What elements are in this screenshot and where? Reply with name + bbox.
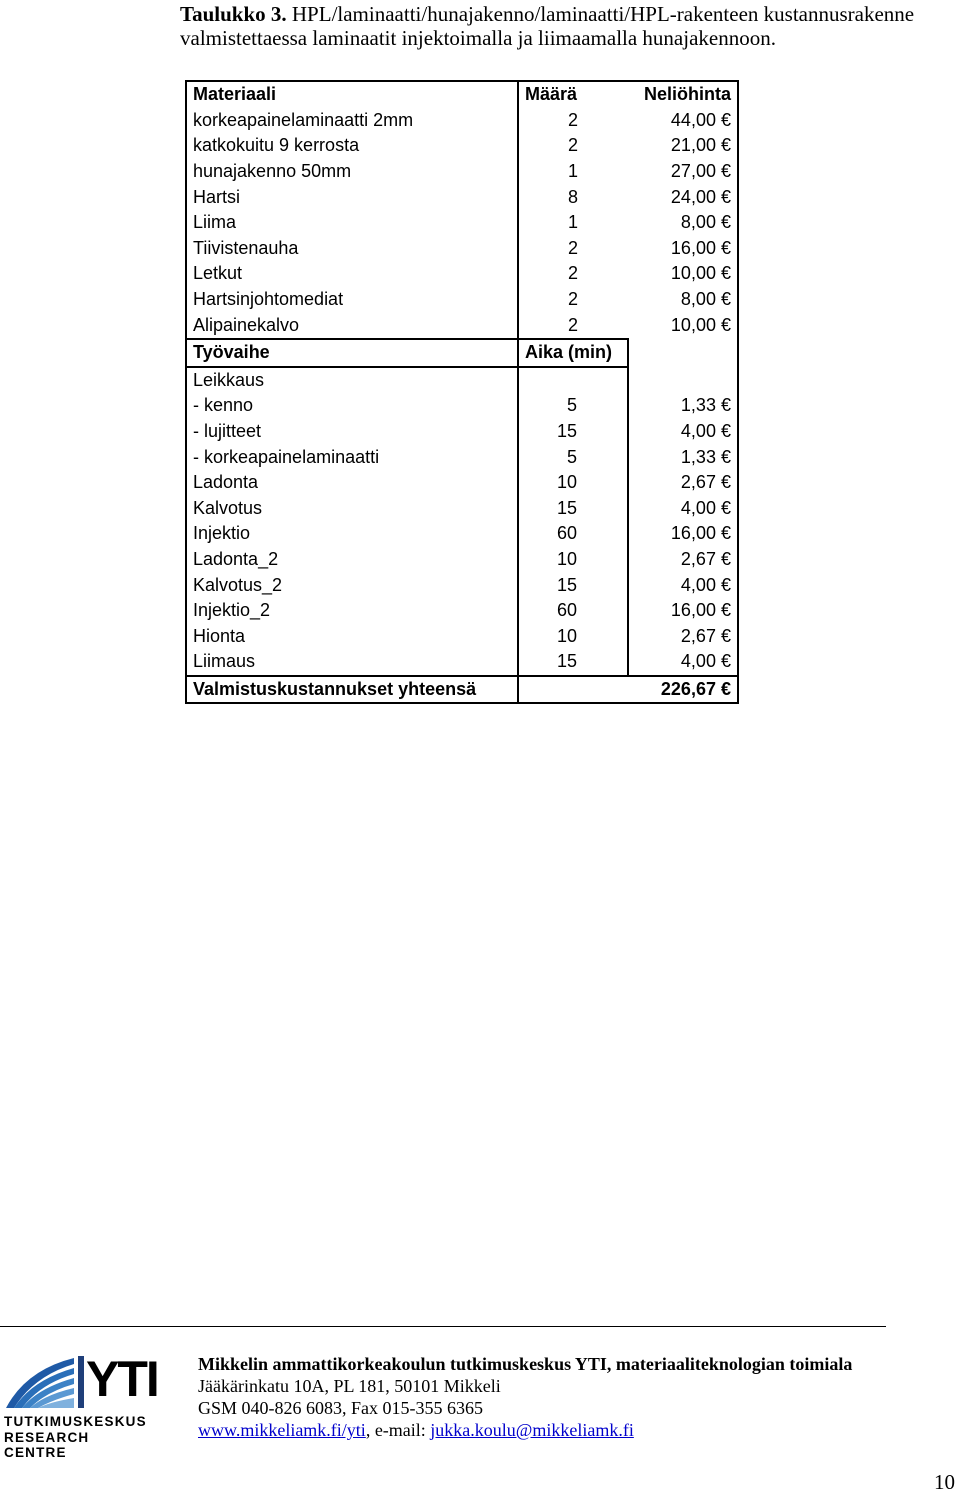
price-cell [628, 236, 738, 262]
price-cell [628, 444, 738, 470]
work-phase-name: - kenno [186, 393, 518, 419]
table-row [186, 210, 738, 236]
yti-logo [4, 1350, 158, 1460]
work-phase-name: Ladonta_2 [186, 547, 518, 573]
table-row [186, 521, 738, 547]
euro-sign: € [720, 625, 731, 646]
price-value: 10,00 [670, 263, 716, 284]
table-row [186, 623, 738, 649]
logo-text-en: RESEARCH CENTRE [4, 1430, 90, 1460]
work-time: 15 [518, 419, 628, 445]
price-value: 4,00 [680, 421, 716, 442]
table-header-row [186, 339, 738, 367]
euro-sign: € [720, 263, 731, 284]
material-quantity: 1 [567, 212, 578, 233]
footer-divider [0, 1326, 886, 1327]
table-row [186, 261, 738, 287]
material-name: Alipainekalvo [186, 312, 518, 339]
total-label: Valmistuskustannukset yhteensä [186, 676, 518, 704]
header-quantity: Määrä [518, 81, 628, 108]
work-time: 60 [518, 521, 628, 547]
table-row [186, 108, 738, 134]
material-quantity: 2 [567, 109, 578, 130]
euro-sign: € [720, 548, 731, 569]
total-amount: 226,67 [660, 678, 716, 699]
header-time: Aika (min) [518, 339, 628, 367]
material-name: Hartsi [186, 184, 518, 210]
price-value: 10,00 [670, 315, 716, 336]
price-value: 1,33 [680, 446, 716, 467]
table-row [186, 236, 738, 262]
euro-sign: € [720, 446, 731, 467]
euro-sign: € [720, 497, 731, 518]
work-phase-name: Kalvotus_2 [186, 572, 518, 598]
euro-sign: € [720, 421, 731, 442]
price-value: 8,00 [680, 212, 716, 233]
logo-brand: YTI [86, 1351, 158, 1407]
euro-sign: € [720, 523, 731, 544]
table-caption [180, 2, 920, 50]
work-phase-name: Hionta [186, 623, 518, 649]
price-cell [628, 419, 738, 445]
work-time: 15 [518, 649, 628, 676]
euro-sign: € [720, 212, 731, 233]
material-name: Tiivistenauha [186, 236, 518, 262]
euro-sign: € [720, 600, 731, 621]
email-link[interactable]: jukka.koulu@mikkeliamk.fi [430, 1420, 634, 1440]
euro-sign: € [720, 109, 731, 130]
table-row [186, 649, 738, 676]
price-value: 16,00 [670, 523, 716, 544]
table-row [186, 470, 738, 496]
euro-sign: € [720, 472, 731, 493]
price-cell [628, 312, 738, 339]
work-time [518, 367, 628, 394]
price-value: 16,00 [670, 600, 716, 621]
footer-contact [198, 1353, 918, 1441]
caption-text: HPL/laminaatti/hunajakenno/laminaatti/HPL-rakenteen kustannusrakenne valmistettaessa laminaatit injektoimalla ja liimaamalla hunajakennoon. [180, 2, 915, 50]
material-name: katkokuitu 9 kerrosta [186, 133, 518, 159]
price-cell [628, 521, 738, 547]
material-name: korkeapainelaminaatti 2mm [186, 108, 518, 134]
work-phase-name: Ladonta [186, 470, 518, 496]
price-value: 21,00 [670, 135, 716, 156]
material-quantity: 2 [567, 263, 578, 284]
work-time: 10 [518, 623, 628, 649]
material-quantity: 2 [567, 237, 578, 258]
table-row [186, 572, 738, 598]
work-time: 5 [518, 444, 628, 470]
price-cell [628, 649, 738, 676]
material-quantity: 8 [567, 186, 578, 207]
work-time: 5 [518, 393, 628, 419]
table-row [186, 367, 738, 394]
price-cell [628, 133, 738, 159]
price-cell [628, 159, 738, 185]
header-material: Materiaali [186, 81, 518, 108]
price-value: 2,67 [680, 625, 716, 646]
website-link[interactable]: www.mikkeliamk.fi/yti [198, 1420, 366, 1440]
price-cell [628, 367, 738, 394]
footer-org: Mikkelin ammattikorkeakoulun tutkimuskeskus YTI, materiaaliteknologian toimiala [198, 1354, 853, 1374]
euro-sign: € [720, 395, 731, 416]
price-cell [628, 393, 738, 419]
page-number: 10 [934, 1470, 955, 1494]
footer-phone: GSM 040-826 6083, Fax 015-355 6365 [198, 1398, 484, 1418]
work-time: 10 [518, 470, 628, 496]
table-row [186, 393, 738, 419]
price-cell [628, 210, 738, 236]
total-value [628, 676, 738, 704]
work-phase-name: Injektio [186, 521, 518, 547]
price-cell [628, 287, 738, 313]
material-name: Hartsinjohtomediat [186, 287, 518, 313]
price-value: 4,00 [680, 497, 716, 518]
total-row [186, 676, 738, 704]
price-cell [628, 598, 738, 624]
price-value: 4,00 [680, 574, 716, 595]
price-value: 8,00 [680, 289, 716, 310]
euro-sign: € [720, 651, 731, 672]
work-time: 15 [518, 496, 628, 522]
material-quantity: 2 [567, 289, 578, 310]
header-unit-price: Neliöhinta [628, 81, 738, 108]
work-phase-name: - korkeapainelaminaatti [186, 444, 518, 470]
cost-table [185, 80, 739, 704]
table-row [186, 312, 738, 339]
price-cell [628, 572, 738, 598]
material-quantity: 2 [567, 135, 578, 156]
table-row [186, 496, 738, 522]
table-row [186, 287, 738, 313]
caption-label: Taulukko 3. [180, 2, 287, 26]
price-cell [628, 496, 738, 522]
footer-links [198, 1419, 918, 1441]
work-time: 60 [518, 598, 628, 624]
logo-text-fi: TUTKIMUSKESKUS [4, 1414, 147, 1429]
euro-sign: € [720, 237, 731, 258]
price-cell [628, 470, 738, 496]
material-quantity: 2 [567, 314, 578, 335]
material-name: Letkut [186, 261, 518, 287]
material-name: Liima [186, 210, 518, 236]
price-cell [628, 184, 738, 210]
table-row [186, 133, 738, 159]
table-row [186, 547, 738, 573]
table-header-row [186, 81, 738, 108]
table-row [186, 444, 738, 470]
price-cell [628, 108, 738, 134]
total-empty [518, 676, 628, 704]
price-value: 1,33 [680, 395, 716, 416]
footer-address: Jääkärinkatu 10A, PL 181, 50101 Mikkeli [198, 1376, 501, 1396]
table-row [186, 419, 738, 445]
header-empty [628, 339, 738, 367]
euro-sign: € [720, 186, 731, 207]
price-value: 2,67 [680, 548, 716, 569]
price-value: 24,00 [670, 186, 716, 207]
work-phase-name: - lujitteet [186, 419, 518, 445]
price-value: 44,00 [670, 109, 716, 130]
header-work-phase: Työvaihe [186, 339, 518, 367]
price-value: 2,67 [680, 472, 716, 493]
euro-sign: € [720, 574, 731, 595]
table-row [186, 598, 738, 624]
price-cell [628, 261, 738, 287]
material-quantity: 1 [567, 161, 578, 182]
euro-sign: € [720, 135, 731, 156]
price-value: 27,00 [670, 161, 716, 182]
price-cell [628, 547, 738, 573]
work-time: 10 [518, 547, 628, 573]
euro-sign: € [720, 161, 731, 182]
table-row [186, 184, 738, 210]
price-value: 4,00 [680, 651, 716, 672]
euro-sign: € [720, 678, 731, 699]
email-label: , e-mail: [365, 1420, 431, 1440]
material-name: hunajakenno 50mm [186, 159, 518, 185]
work-phase-name: Kalvotus [186, 496, 518, 522]
work-time: 15 [518, 572, 628, 598]
price-cell [628, 623, 738, 649]
euro-sign: € [720, 315, 731, 336]
price-value: 16,00 [670, 237, 716, 258]
euro-sign: € [720, 289, 731, 310]
table-row [186, 159, 738, 185]
work-phase-name: Liimaus [186, 649, 518, 676]
work-phase-name: Injektio_2 [186, 598, 518, 624]
work-phase-name: Leikkaus [186, 367, 518, 394]
